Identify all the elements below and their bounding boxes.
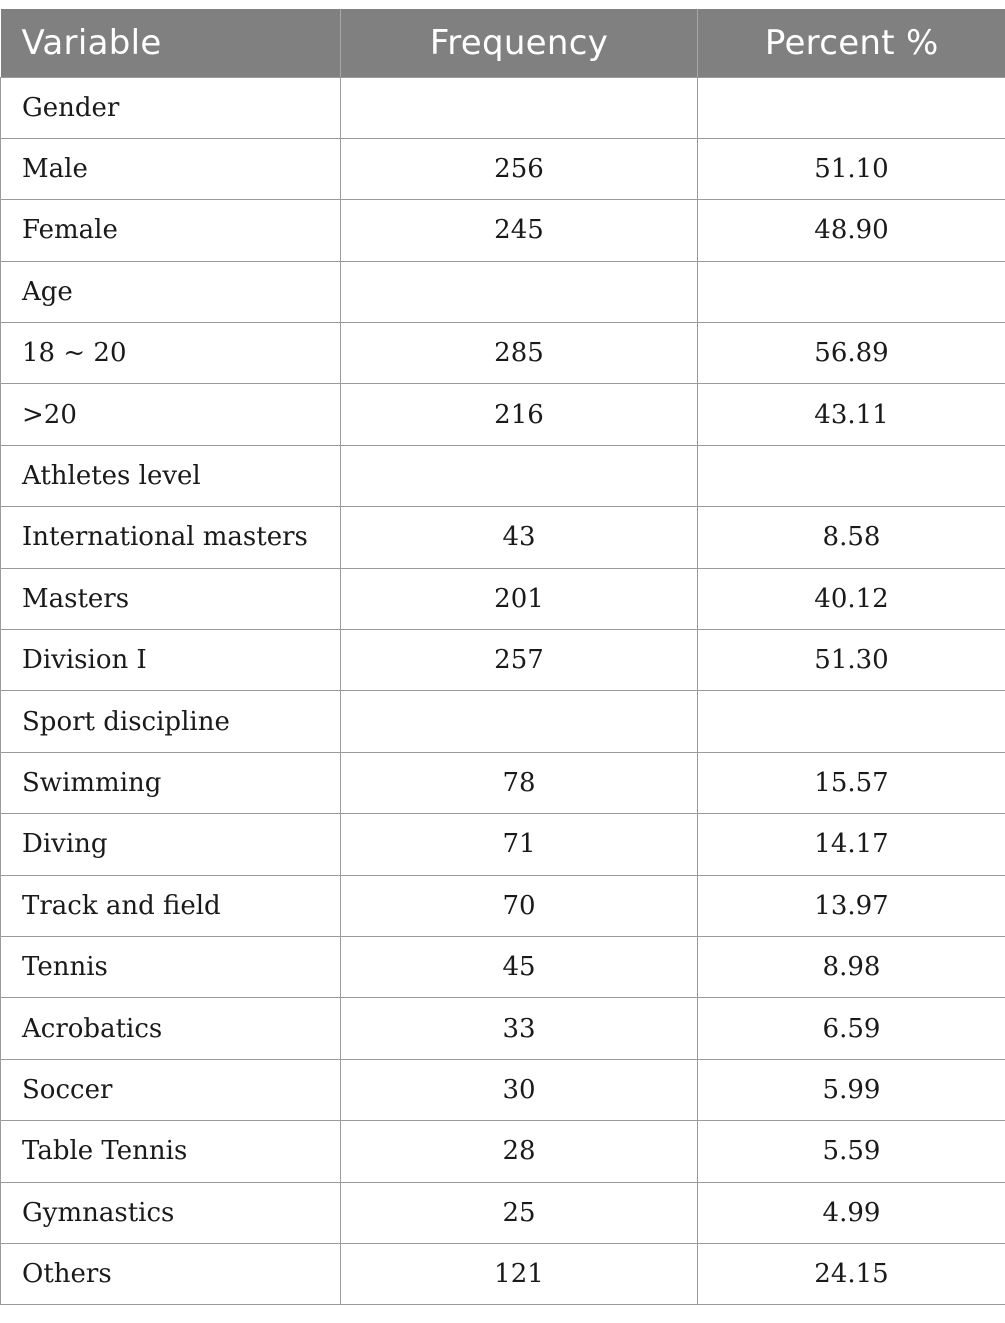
cell-variable: Table Tennis: [1, 1121, 341, 1182]
cell-variable: Gymnastics: [1, 1182, 341, 1243]
cell-variable: 18 ~ 20: [1, 323, 341, 384]
cell-frequency: 245: [341, 200, 698, 261]
cell-percent: 5.99: [698, 1059, 1005, 1120]
cell-variable: Acrobatics: [1, 998, 341, 1059]
cell-frequency: 78: [341, 752, 698, 813]
cell-frequency: 43: [341, 507, 698, 568]
column-header-percent: Percent %: [698, 9, 1005, 77]
cell-percent: 8.98: [698, 936, 1005, 997]
cell-frequency: 285: [341, 323, 698, 384]
table-row: [1, 630, 1005, 691]
table-row: [1, 752, 1005, 813]
cell-percent: 51.30: [698, 630, 1005, 691]
cell-percent: [698, 77, 1005, 138]
cell-percent: 56.89: [698, 323, 1005, 384]
cell-variable: Athletes level: [1, 445, 341, 506]
cell-frequency: [341, 261, 698, 322]
header-row: [1, 9, 1005, 77]
cell-variable: International masters: [1, 507, 341, 568]
cell-frequency: 216: [341, 384, 698, 445]
cell-variable: Diving: [1, 814, 341, 875]
cell-frequency: 30: [341, 1059, 698, 1120]
column-header-frequency: Frequency: [341, 9, 698, 77]
cell-variable: Tennis: [1, 936, 341, 997]
cell-percent: 14.17: [698, 814, 1005, 875]
cell-percent: [698, 445, 1005, 506]
cell-frequency: 257: [341, 630, 698, 691]
table-row: [1, 323, 1005, 384]
cell-variable: Female: [1, 200, 341, 261]
cell-variable: Track and field: [1, 875, 341, 936]
table-row: [1, 814, 1005, 875]
cell-percent: 15.57: [698, 752, 1005, 813]
cell-percent: 13.97: [698, 875, 1005, 936]
cell-frequency: [341, 445, 698, 506]
table-row: [1, 568, 1005, 629]
cell-percent: 8.58: [698, 507, 1005, 568]
cell-percent: [698, 261, 1005, 322]
cell-variable: Male: [1, 138, 341, 199]
table-row: [1, 200, 1005, 261]
cell-percent: 4.99: [698, 1182, 1005, 1243]
cell-frequency: 28: [341, 1121, 698, 1182]
cell-variable: Soccer: [1, 1059, 341, 1120]
cell-percent: 48.90: [698, 200, 1005, 261]
cell-frequency: 256: [341, 138, 698, 199]
table-row: [1, 138, 1005, 199]
table-row: [1, 875, 1005, 936]
cell-variable: Masters: [1, 568, 341, 629]
table-row: [1, 445, 1005, 506]
cell-percent: 5.59: [698, 1121, 1005, 1182]
table-row: [1, 1121, 1005, 1182]
cell-frequency: 45: [341, 936, 698, 997]
table-row: [1, 691, 1005, 752]
cell-percent: 40.12: [698, 568, 1005, 629]
cell-variable: >20: [1, 384, 341, 445]
cell-variable: Gender: [1, 77, 341, 138]
table-row: [1, 261, 1005, 322]
demographics-table: [0, 9, 1005, 1305]
table-row: [1, 384, 1005, 445]
table-row: [1, 1182, 1005, 1243]
cell-frequency: 25: [341, 1182, 698, 1243]
cell-frequency: 201: [341, 568, 698, 629]
cell-frequency: [341, 691, 698, 752]
table-row: [1, 1059, 1005, 1120]
cell-percent: 24.15: [698, 1243, 1005, 1304]
cell-percent: 51.10: [698, 138, 1005, 199]
cell-frequency: 121: [341, 1243, 698, 1304]
column-header-variable: Variable: [1, 9, 341, 77]
cell-frequency: 70: [341, 875, 698, 936]
table-body: [1, 77, 1005, 1305]
cell-percent: 43.11: [698, 384, 1005, 445]
cell-frequency: 33: [341, 998, 698, 1059]
cell-frequency: [341, 77, 698, 138]
cell-variable: Swimming: [1, 752, 341, 813]
cell-percent: [698, 691, 1005, 752]
cell-variable: Division I: [1, 630, 341, 691]
table-row: [1, 998, 1005, 1059]
table-row: [1, 507, 1005, 568]
cell-variable: Others: [1, 1243, 341, 1304]
table-row: [1, 77, 1005, 138]
table-row: [1, 1243, 1005, 1304]
cell-variable: Age: [1, 261, 341, 322]
table-row: [1, 936, 1005, 997]
cell-frequency: 71: [341, 814, 698, 875]
table-header: [1, 9, 1005, 77]
cell-percent: 6.59: [698, 998, 1005, 1059]
cell-variable: Sport discipline: [1, 691, 341, 752]
